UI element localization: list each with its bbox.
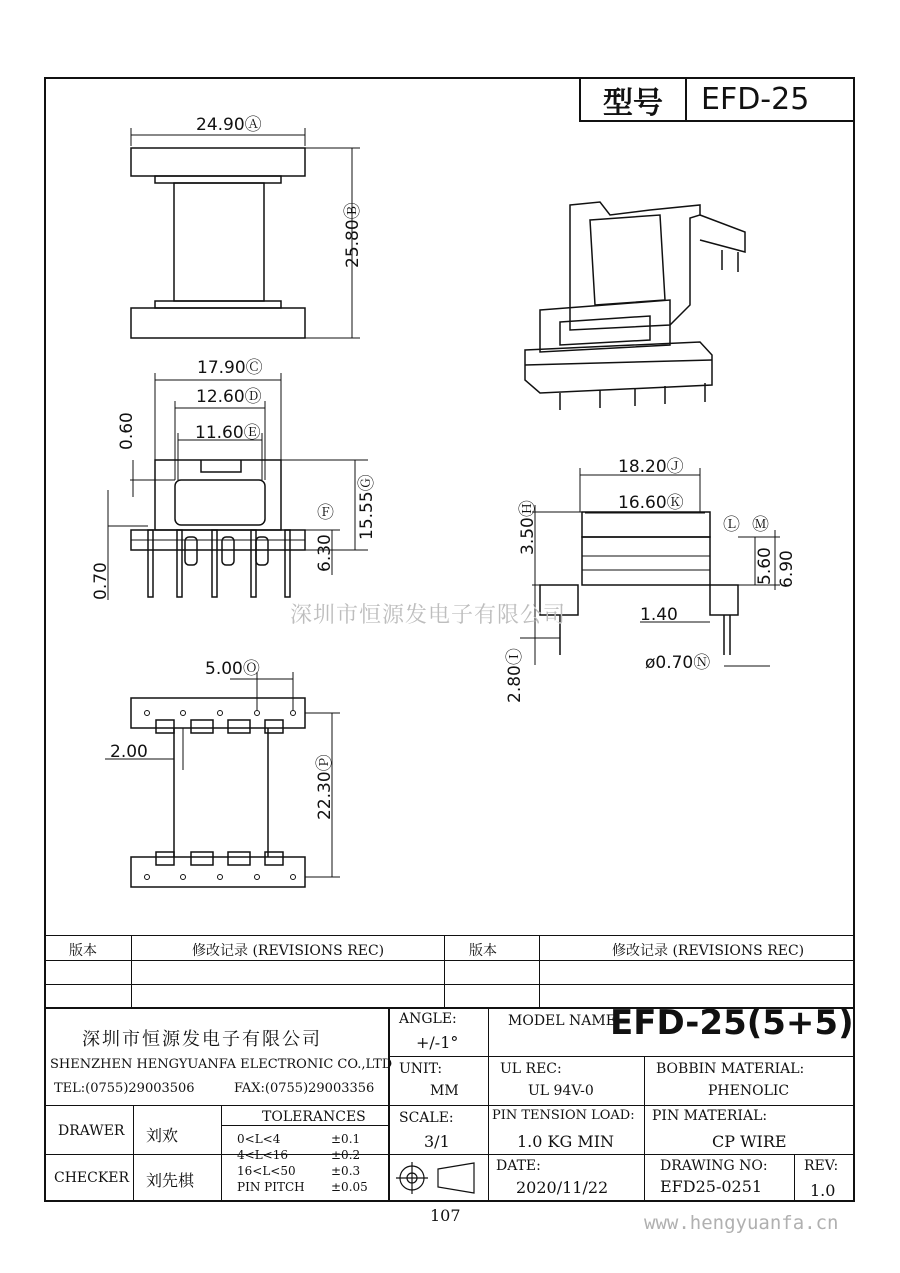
pin-tension-value: 1.0 KG MIN bbox=[517, 1132, 615, 1151]
dim-070-label: 0.70 bbox=[91, 562, 111, 600]
dim-l-label: Ⓛ bbox=[723, 515, 740, 535]
company-fax: FAX:(0755)29003356 bbox=[234, 1081, 375, 1096]
pin-tension-label: PIN TENSION LOAD: bbox=[492, 1108, 635, 1123]
dim-p-label: 22.30Ⓟ bbox=[315, 754, 335, 820]
title-block bbox=[44, 1003, 855, 1202]
bottom-slots bbox=[156, 720, 283, 865]
checker-label: CHECKER bbox=[54, 1170, 130, 1186]
angle-label: ANGLE: bbox=[399, 1011, 457, 1027]
dim-e-label: 11.60Ⓔ bbox=[195, 423, 261, 443]
unit-label: UNIT: bbox=[399, 1061, 443, 1077]
rev-version-label-1: 版本 bbox=[69, 943, 97, 959]
bobbin-material-value: PHENOLIC bbox=[708, 1083, 790, 1099]
scale-label: SCALE: bbox=[399, 1110, 454, 1126]
top-flange bbox=[131, 148, 305, 176]
model-name-value: EFD-25(5+5) bbox=[610, 1003, 854, 1043]
date-value: 2020/11/22 bbox=[516, 1178, 609, 1197]
dim-i-label: 2.80Ⓘ bbox=[505, 648, 525, 703]
isometric-view bbox=[525, 202, 745, 410]
dim-140-label: 1.40 bbox=[640, 605, 678, 625]
model-name-label: MODEL NAME: bbox=[508, 1013, 621, 1029]
dim-560-label: 5.60 bbox=[755, 547, 775, 585]
rev-value: 1.0 bbox=[810, 1181, 836, 1200]
dim-j-label: 18.20Ⓙ bbox=[618, 457, 684, 477]
scale-value: 3/1 bbox=[424, 1132, 450, 1151]
date-label: DATE: bbox=[496, 1158, 541, 1174]
dim-d-label: 12.60Ⓓ bbox=[196, 387, 262, 407]
pin-material-label: PIN MATERIAL: bbox=[652, 1108, 768, 1124]
dim-060-label: 0.60 bbox=[117, 412, 137, 450]
revisions-table bbox=[44, 935, 855, 1007]
dim-630-label: 6.30 bbox=[315, 534, 335, 572]
drawing-no-value: EFD25-0251 bbox=[660, 1177, 763, 1196]
model-value: EFD-25 bbox=[701, 82, 810, 117]
dim-k-label: 16.60Ⓚ bbox=[618, 493, 684, 513]
drawer-label: DRAWER bbox=[58, 1123, 125, 1139]
projection-symbol-icon bbox=[394, 1157, 484, 1199]
ul-rec-label: UL REC: bbox=[500, 1061, 562, 1077]
website-watermark: www.hengyuanfa.cn bbox=[644, 1212, 839, 1234]
drawer-value: 刘欢 bbox=[146, 1126, 179, 1145]
rev-record-label-2: 修改记录 (REVISIONS REC) bbox=[612, 943, 805, 959]
tol-range-3: PIN PITCH bbox=[237, 1180, 305, 1194]
page-number: 107 bbox=[430, 1206, 461, 1225]
dim-h-label: 3.50Ⓗ bbox=[518, 500, 538, 555]
dim-690-label: 6.90 bbox=[777, 550, 797, 588]
dim-g-label: 15.55Ⓖ bbox=[357, 474, 377, 540]
dim-n-label: ø0.70Ⓝ bbox=[645, 653, 711, 673]
ul-rec-value: UL 94V-0 bbox=[528, 1083, 594, 1099]
dim-a-label: 24.90Ⓐ bbox=[196, 115, 262, 135]
checker-value: 刘先棋 bbox=[146, 1171, 195, 1190]
dim-f-label: Ⓕ bbox=[317, 503, 334, 523]
tolerance-ranges bbox=[237, 1131, 305, 1195]
company-name-cn: 深圳市恒源发电子有限公司 bbox=[82, 1029, 322, 1050]
tol-value-1: ±0.2 bbox=[331, 1148, 361, 1162]
rev-record-label-1: 修改记录 (REVISIONS REC) bbox=[192, 943, 385, 959]
angle-value: +/-1° bbox=[416, 1033, 459, 1052]
tol-value-2: ±0.3 bbox=[331, 1164, 361, 1178]
company-name-en: SHENZHEN HENGYUANFA ELECTRONIC CO.,LTD bbox=[50, 1057, 393, 1072]
tol-value-3: ±0.05 bbox=[331, 1180, 368, 1194]
unit-value: MM bbox=[430, 1083, 459, 1099]
tol-range-0: 0<L<4 bbox=[237, 1132, 281, 1146]
pin-material-value: CP WIRE bbox=[712, 1132, 787, 1151]
rev-version-label-2: 版本 bbox=[469, 943, 497, 959]
company-tel: TEL:(0755)29003506 bbox=[54, 1081, 195, 1096]
dim-o-label: 5.00Ⓞ bbox=[205, 659, 260, 679]
model-label: 型号 bbox=[581, 79, 687, 120]
tolerance-values bbox=[331, 1131, 368, 1195]
dim-m-label: Ⓜ bbox=[752, 515, 769, 535]
dim-c-label: 17.90Ⓒ bbox=[197, 358, 263, 378]
tol-range-1: 4<L<16 bbox=[237, 1148, 288, 1162]
dim-200-label: 2.00 bbox=[110, 742, 148, 762]
tolerances-label: TOLERANCES bbox=[262, 1109, 366, 1125]
tol-value-0: ±0.1 bbox=[331, 1132, 361, 1146]
tol-range-2: 16<L<50 bbox=[237, 1164, 296, 1178]
watermark-text: 深圳市恒源发电子有限公司 bbox=[290, 603, 567, 628]
rev-label: REV: bbox=[804, 1158, 839, 1174]
drawing-no-label: DRAWING NO: bbox=[660, 1158, 768, 1174]
bottom-flange bbox=[131, 308, 305, 338]
dim-b-label: 25.80Ⓑ bbox=[343, 202, 363, 268]
bobbin-material-label: BOBBIN MATERIAL: bbox=[656, 1061, 805, 1077]
